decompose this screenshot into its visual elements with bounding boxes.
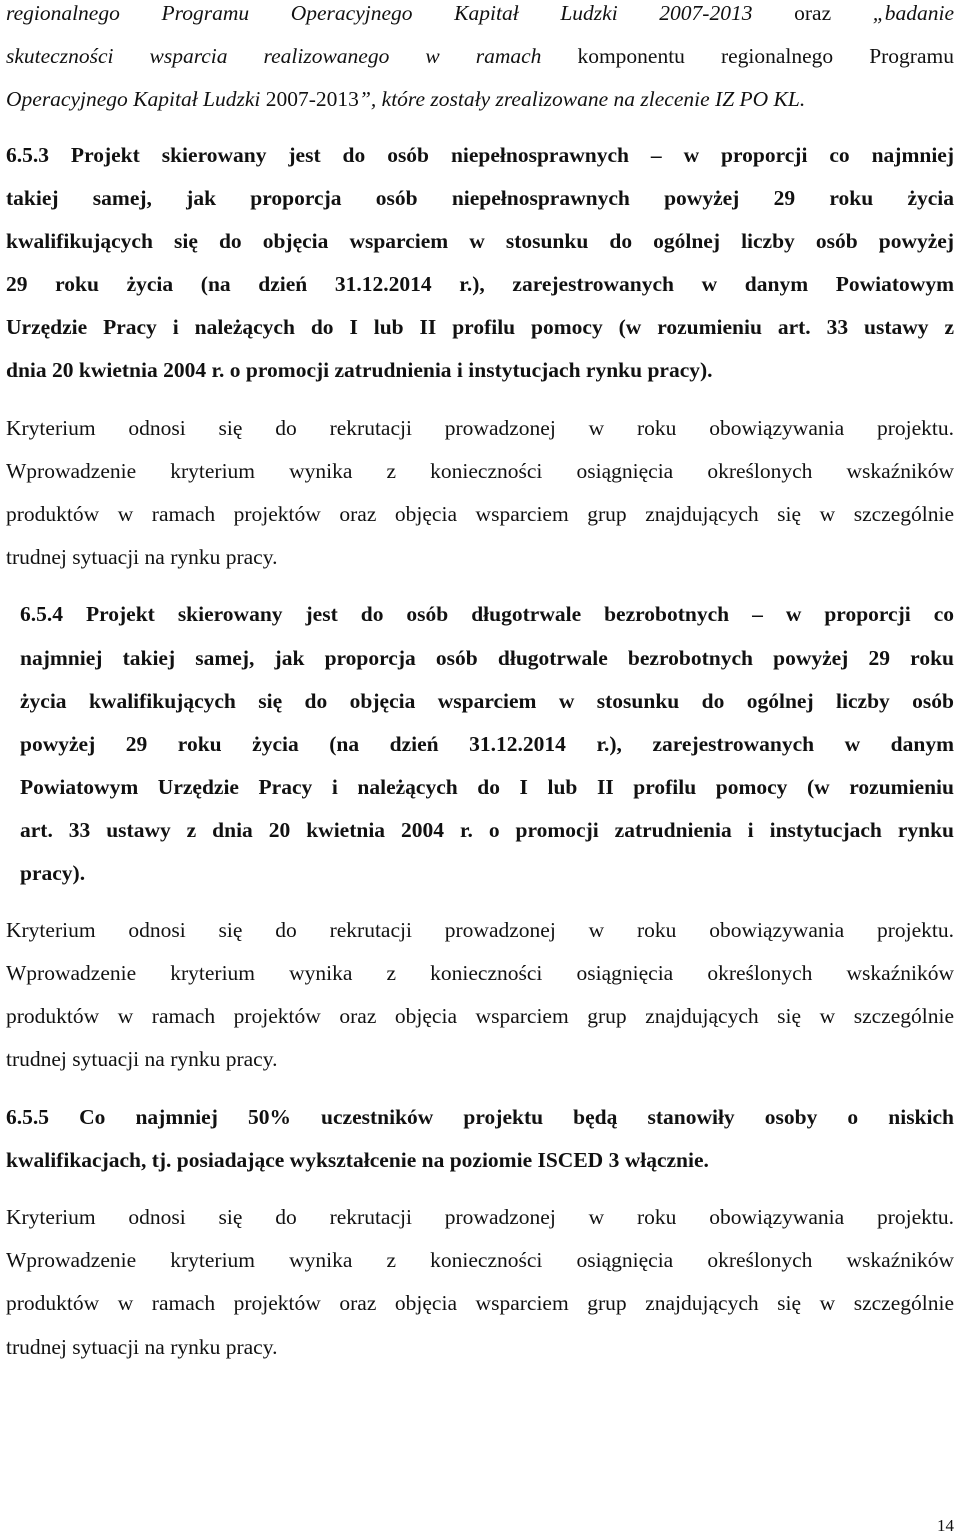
note-2-line-2: Wprowadzenie kryterium wynika z konieczności osiągnięcia określonych wskaźników [6,961,954,985]
note-1-line-1: Kryterium odnosi się do rekrutacji prowadzonej w roku obowiązywania projektu. [6,416,954,440]
criterion-654-line-7: pracy). [20,861,86,885]
intro-closing: ”, które zostały zrealizowane na zlecenie IZ PO KL. [358,87,806,111]
criterion-654-line-4: powyżej 29 roku życia (na dzień 31.12.2014 r.), zarejestrowanych w danym [20,732,954,756]
intro-conjunction: oraz [752,1,873,25]
criterion-653-line-4: 29 roku życia (na dzień 31.12.2014 r.), zarejestrowanych w danym Powiatowym [6,272,954,296]
criterion-653-line-1: 6.5.3 Projekt skierowany jest do osób niepełnosprawnych – w proporcji co najmniej [6,143,954,167]
note-3-line-2: Wprowadzenie kryterium wynika z konieczności osiągnięcia określonych wskaźników [6,1248,954,1272]
criterion-654-line-1: 6.5.4 Projekt skierowany jest do osób długotrwale bezrobotnych – w proporcji co [20,602,954,626]
criterion-654-line-2: najmniej takiej samej, jak proporcja osób długotrwale bezrobotnych powyżej 29 roku [20,646,954,670]
criterion-653-line-3: kwalifikujących się do objęcia wsparciem w stosunku do ogólnej liczby osób powyżej [6,229,954,253]
note-1-line-2: Wprowadzenie kryterium wynika z konieczności osiągnięcia określonych wskaźników [6,459,954,483]
criterion-655-line-2: kwalifikacjach, tj. posiadające wykształcenie na poziomie ISCED 3 włącznie. [6,1148,709,1172]
intro-years: 2007-2013 [260,87,359,111]
note-2-line-3: produktów w ramach projektów oraz objęcia wsparciem grup znajdujących się w szczególnie [6,1004,954,1028]
intro-component: komponentu regionalnego Programu [541,44,954,68]
note-2-line-1: Kryterium odnosi się do rekrutacji prowadzonej w roku obowiązywania projektu. [6,918,954,942]
criterion-654-line-6: art. 33 ustawy z dnia 20 kwietnia 2004 r. o promocji zatrudnienia i instytucjach rynku [20,818,954,842]
criterion-654-line-5: Powiatowym Urzędzie Pracy i należących do I lub II profilu pomocy (w rozumieniu [20,775,954,799]
criterion-653-line-5: Urzędzie Pracy i należących do I lub II profilu pomocy (w rozumieniu art. 33 ustawy z [6,315,954,339]
note-1-line-4: trudnej sytuacji na rynku pracy. [6,545,278,569]
intro-italic-study: skuteczności wsparcia realizowanego w ramach [6,44,542,68]
intro-italic-quote: „badanie [872,1,955,25]
note-3-line-4: trudnej sytuacji na rynku pracy. [6,1335,278,1359]
criterion-654-line-3: życia kwalifikujących się do objęcia wsparciem w stosunku do ogólnej liczby osób [20,689,954,713]
note-2-line-4: trudnej sytuacji na rynku pracy. [6,1047,278,1071]
criterion-653-line-2: takiej samej, jak proporcja osób niepełnosprawnych powyżej 29 roku życia [6,186,954,210]
note-3-line-1: Kryterium odnosi się do rekrutacji prowadzonej w roku obowiązywania projektu. [6,1205,954,1229]
note-3-line-3: produktów w ramach projektów oraz objęcia wsparciem grup znajdujących się w szczególnie [6,1291,954,1315]
page-number: 14 [937,1516,954,1535]
intro-line-3 [6,86,805,112]
criterion-655-line-1: 6.5.5 Co najmniej 50% uczestników projektu będą stanowiły osoby o niskich [6,1105,954,1129]
intro-line-1 [6,0,954,26]
criterion-653-line-6: dnia 20 kwietnia 2004 r. o promocji zatrudnienia i instytucjach rynku pracy). [6,358,713,382]
intro-italic-program: regionalnego Programu Operacyjnego Kapitał Ludzki 2007-2013 [6,1,753,25]
intro-italic-operational: Operacyjnego Kapitał Ludzki [6,87,261,111]
intro-line-2 [6,43,954,69]
note-1-line-3: produktów w ramach projektów oraz objęcia wsparciem grup znajdujących się w szczególnie [6,502,954,526]
